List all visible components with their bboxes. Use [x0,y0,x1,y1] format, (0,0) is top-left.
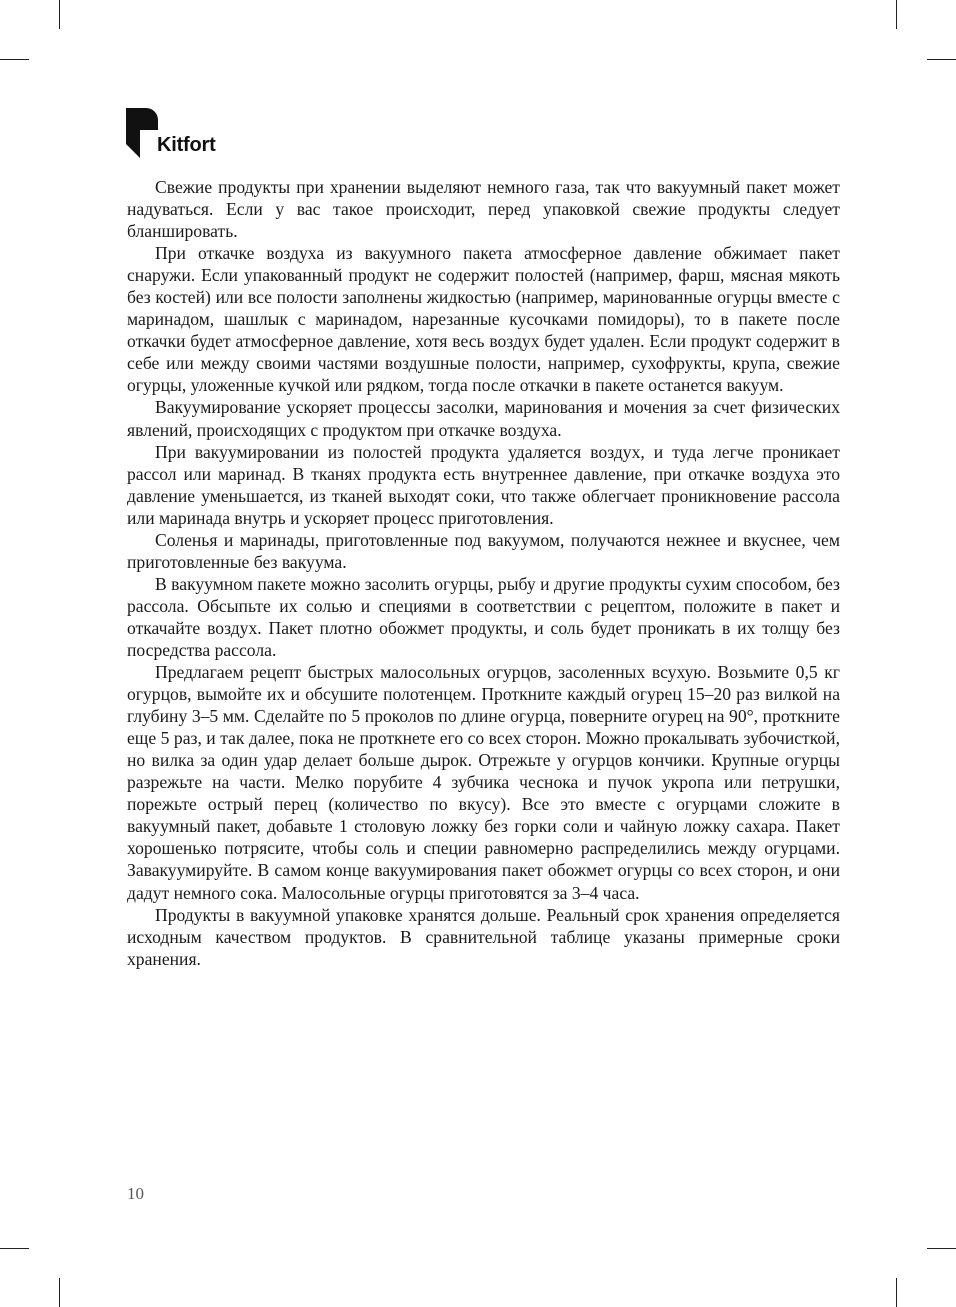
crop-mark-bottom-left [59,1278,60,1307]
crop-mark-top-left [59,0,60,29]
paragraph: Предлагаем рецепт быстрых малосольных огурцов, засоленных всухую. Возьмите 0,5 кг огурцов, вымойте их и обсушите полотенцем. Проткните каждый огурец 15–20 раз вилкой на глубину 3–5 мм. Сделайте по 5 проколов по длине огурца, поверните огурец на 90°, проткните еще 5 раз, и так далее, пока не проткнете его со всех сторон. Можно прокалывать зубочисткой, но вилка за один удар делает больше дырок. Отрежьте у огурцов кончики. Крупные огурцы разрежьте на части. Мелко порубите 4 зубчика чеснока и пучок укропа или петрушки, порежьте острый перец (количество по вкусу). Все это вместе с огурцами сложите в вакуумный пакет, добавьте 1 столовую ложку без горки соли и чайную ложку сахара. Пакет хорошенько потрясите, чтобы соль и специи равномерно распределились между огурцами. Завакуумируйте. В самом конце вакуумирования пакет обожмет огурцы со всех сторон, и они дадут немного сока. Малосольные огурцы приготовятся за 3–4 часа. [127,662,840,903]
paragraph: В вакуумном пакете можно засолить огурцы, рыбу и другие продукты сухим способом, без рассола. Обсыпьте их солью и специями в соответствии с рецептом, положите в пакет и откачайте воздух. Пакет плотно обожмет продукты, и соль будет проникать в их толщу без посредства рассола. [127,573,840,660]
crop-mark-bottom-right [896,1278,897,1307]
paragraph: При откачке воздуха из вакуумного пакета атмосферное давление обжимает пакет снаружи. Если упакованный продукт не содержит полостей (например, фарш, мясная мякоть без костей) или все полости заполнены жидкостью (например, маринованные огурцы вместе с маринадом, шашлык с маринадом, нарезанные кусочками помидоры), то в пакете после откачки будет атмосферное давление, хотя весь воздух будет удален. Если продукт содержит в себе или между своими частями воздушные полости, например, сухофрукты, крупа, свежие огурцы, уложенные кучкой или рядком, тогда после откачки в пакете останется вакуум. [127,243,840,396]
crop-mark-top-right [896,0,897,29]
crop-mark-bottom-right-h [927,1248,956,1249]
article-body [127,176,840,970]
kitfort-logo-icon [126,108,158,158]
crop-mark-bottom-left-h [0,1248,29,1249]
crop-mark-top-left-h [0,59,29,60]
crop-mark-top-right-h [927,59,956,60]
paragraph: Свежие продукты при хранении выделяют немного газа, так что вакуумный пакет может надуваться. Если у вас такое происходит, перед упаковкой свежие продукты следует бланшировать. [127,177,840,242]
paragraph: Соленья и маринады, приготовленные под вакуумом, получаются нежнее и вкуснее, чем приготовленные без вакуума. [127,529,840,572]
page-number: 10 [127,1184,144,1203]
paragraph: При вакуумировании из полостей продукта удаляется воздух, и туда легче проникает рассол или маринад. В тканях продукта есть внутреннее давление, при откачке воздуха это давление уменьшается, из тканей выходят соки, что также облегчает проникновение рассола или маринада внутрь и ускоряет процесс приготовления. [127,441,840,528]
paragraph: Вакуумирование ускоряет процессы засолки, маринования и мочения за счет физических явлений, происходящих с продуктом при откачке воздуха. [127,397,840,440]
brand-name: Kitfort [157,134,216,156]
kitfort-logo [126,108,226,158]
paragraph: Продукты в вакуумной упаковке хранятся дольше. Реальный срок хранения определяется исходным качеством продуктов. В сравнительной таблице указаны примерные сроки хранения. [127,904,840,969]
